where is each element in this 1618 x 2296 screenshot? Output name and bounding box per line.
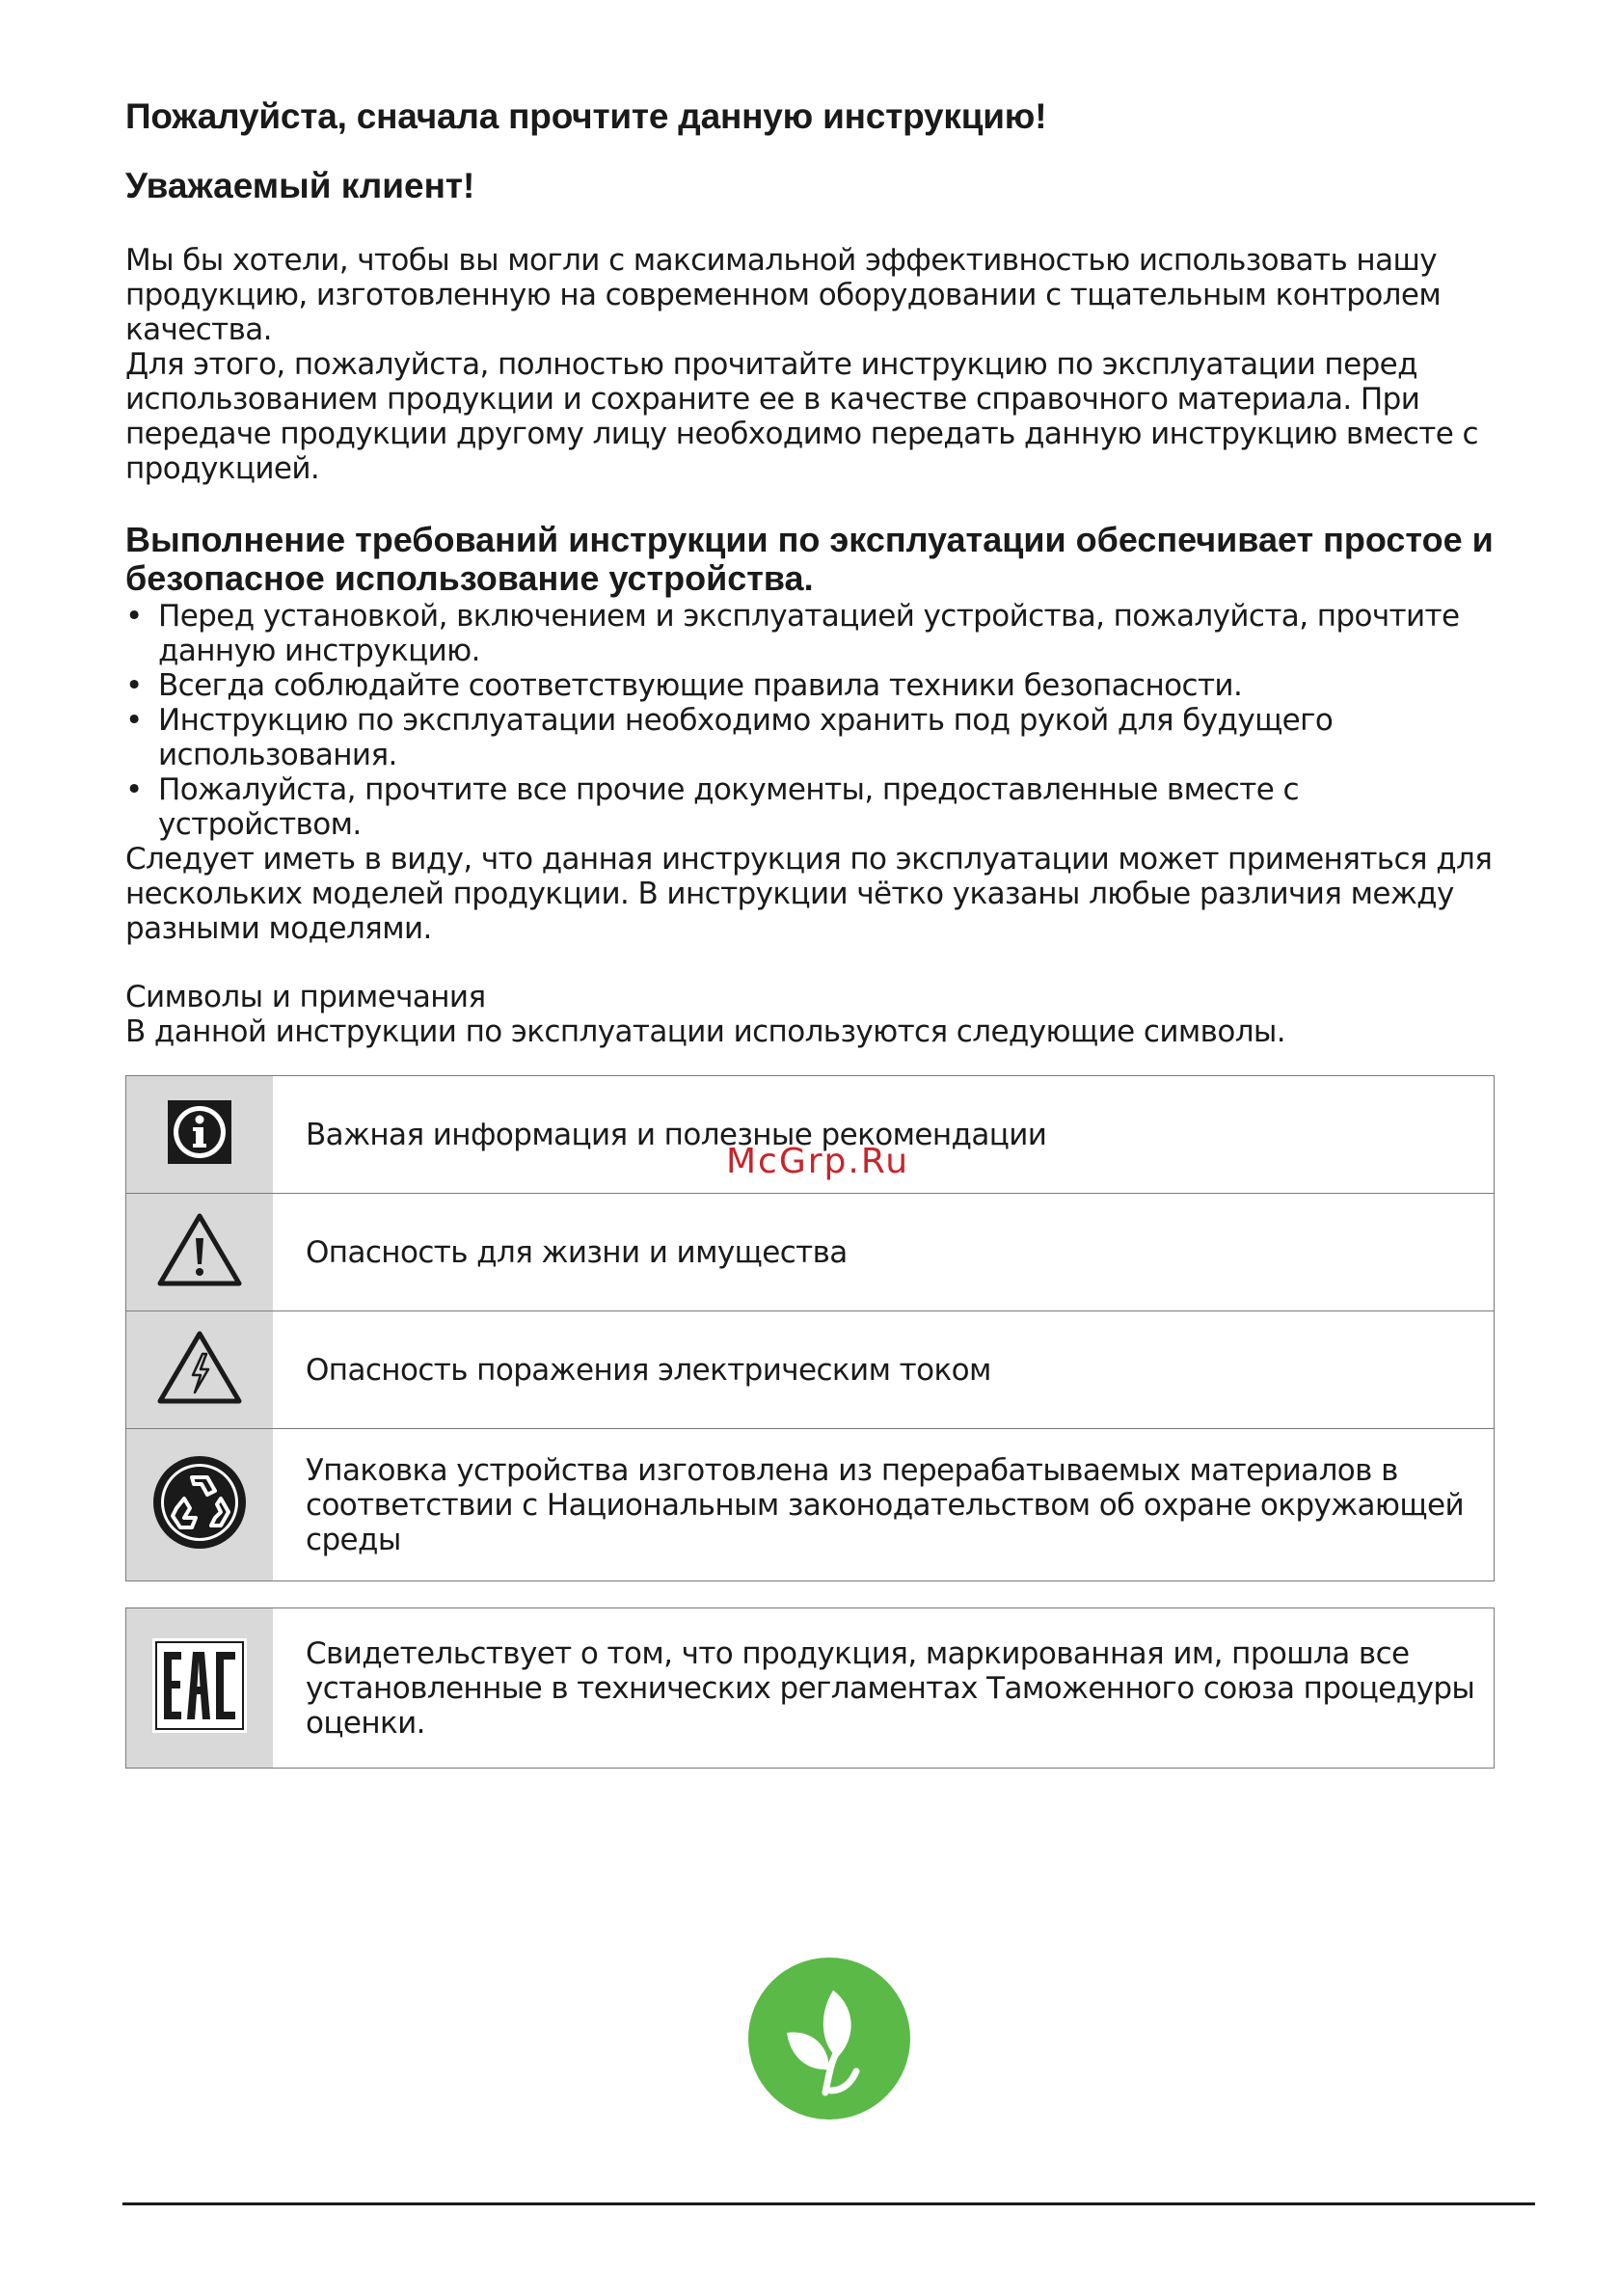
safety-bullet-list bbox=[125, 599, 1495, 842]
bottom-divider bbox=[122, 2202, 1535, 2205]
eac-mark-icon bbox=[152, 1638, 247, 1738]
symbols-heading: Символы и примечания bbox=[125, 980, 486, 1014]
list-item: • Пожалуйста, прочтите все прочие документы, предоставленные вместе с устройством. bbox=[125, 772, 1495, 842]
table-row bbox=[126, 1311, 1495, 1429]
symbol-icon-cell bbox=[126, 1429, 274, 1581]
list-item: • Инструкцию по эксплуатации необходимо хранить под рукой для будущего использования. bbox=[125, 703, 1495, 772]
symbols-section-header bbox=[125, 980, 1495, 1049]
symbol-icon-cell bbox=[126, 1311, 274, 1429]
symbol-description: Важная информация и полезные рекомендации bbox=[273, 1076, 1495, 1194]
greeting-heading: Уважаемый клиент! bbox=[125, 166, 475, 205]
safety-heading: Выполнение требований инструкции по эксплуатации обеспечивает простое и безопасное использование устройства. bbox=[125, 520, 1494, 598]
symbol-icon-cell bbox=[126, 1608, 274, 1769]
models-note: Следует иметь в виду, что данная инструкция по эксплуатации может применяться для нескольких моделей продукции. В инструкции чётко указаны любые различия между разными моделями. bbox=[125, 842, 1493, 946]
symbol-description: Упаковка устройства изготовлена из перерабатываемых материалов в соответствии с Национальным законодательством об охране окружающей среды bbox=[273, 1429, 1495, 1581]
table-row bbox=[126, 1608, 1495, 1769]
symbols-intro: В данной инструкции по эксплуатации используются следующие символы. bbox=[125, 1014, 1286, 1049]
warning-icon bbox=[156, 1211, 243, 1293]
eac-table bbox=[125, 1607, 1495, 1769]
symbol-icon-cell bbox=[126, 1076, 274, 1194]
intro-paragraph-1: Мы бы хотели, чтобы вы могли с максимальной эффективностью использовать нашу продукцию, изготовленную на современном оборудовании с тщательным контролем качества. bbox=[125, 243, 1442, 347]
watermark: McGrp.Ru bbox=[726, 1142, 910, 1181]
symbol-description: Опасность для жизни и имущества bbox=[273, 1194, 1495, 1311]
symbol-icon-cell bbox=[126, 1194, 274, 1311]
table-row bbox=[126, 1429, 1495, 1581]
symbol-description: Опасность поражения электрическим током bbox=[273, 1311, 1495, 1429]
recycle-icon bbox=[151, 1454, 248, 1555]
info-icon bbox=[168, 1100, 231, 1169]
eac-description: Свидетельствует о том, что продукция, маркированная им, прошла все установленные в технических регламентах Таможенного союза процедуры оценки. bbox=[273, 1608, 1495, 1769]
intro-paragraph-2: Для этого, пожалуйста, полностью прочитайте инструкцию по эксплуатации перед использованием продукции и сохраните ее в качестве справочного материала. При передаче продукции другому лицу необходимо передать данную инструкцию вместе с продукцией. bbox=[125, 347, 1478, 486]
green-leaf-logo-icon bbox=[748, 1958, 910, 2120]
table-row bbox=[126, 1194, 1495, 1311]
intro-section bbox=[125, 243, 1495, 486]
electric-shock-icon bbox=[156, 1329, 243, 1411]
page-title: Пожалуйста, сначала прочтите данную инструкцию! bbox=[125, 96, 1047, 136]
list-item: • Всегда соблюдайте соответствующие правила техники безопасности. bbox=[125, 668, 1495, 703]
list-item: • Перед установкой, включением и эксплуатацией устройства, пожалуйста, прочтите данную инструкцию. bbox=[125, 599, 1495, 668]
